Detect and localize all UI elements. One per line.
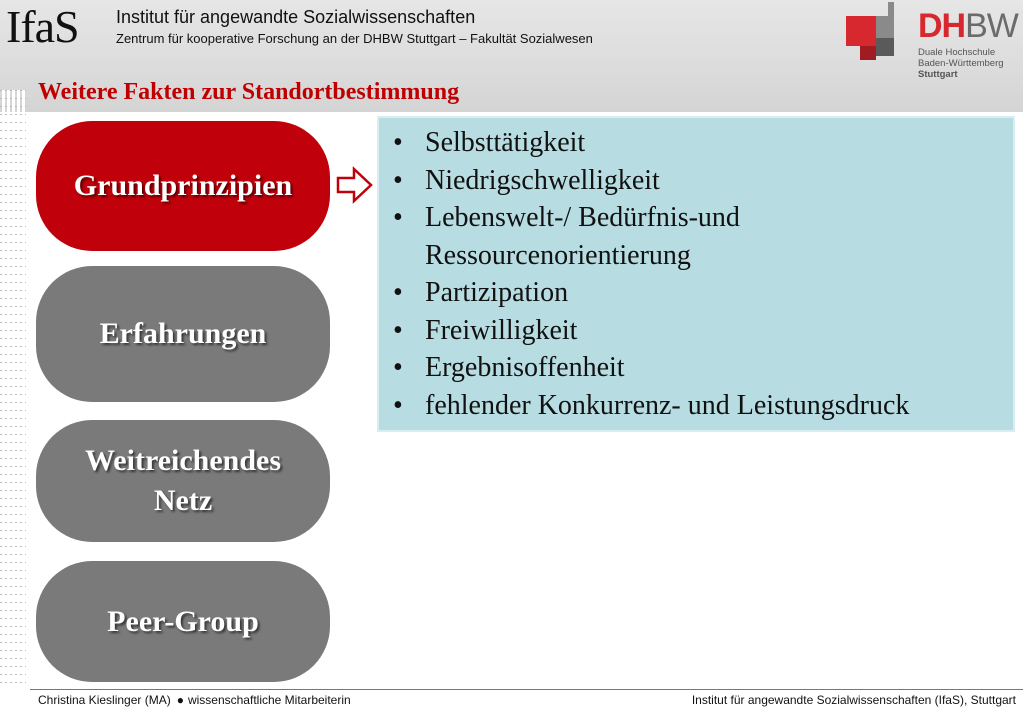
nav-item-weitreichendes-netz[interactable]: [36, 420, 330, 542]
footer-author: [38, 693, 351, 707]
footer-divider: [30, 689, 1023, 690]
fact-text: Lebenswelt-/ Bedürfnis-und Ressourcenorientierung: [425, 202, 740, 271]
bullet-icon: •: [393, 164, 403, 196]
bullet-icon: •: [393, 202, 403, 233]
bullet-icon: •: [393, 314, 403, 346]
institute-subtitle: Zentrum für kooperative Forschung an der DHBW Stuttgart – Fakultät Sozialwesen: [116, 31, 593, 46]
fact-text: Partizipation: [425, 277, 569, 308]
dhbw-wordmark-dh: DH: [918, 7, 966, 45]
page-title: Weitere Fakten zur Standortbestimmung: [38, 79, 460, 105]
nav-item-label: Weitreichendes Netz: [84, 444, 282, 517]
fact-text: Freiwilligkeit: [425, 314, 578, 346]
nav-item-grundprinzipien[interactable]: [36, 121, 330, 251]
hollow-right-arrow-icon: [336, 166, 374, 204]
list-item: [387, 349, 1013, 387]
nav-item-erfahrungen[interactable]: [36, 266, 330, 402]
bullet-icon: •: [393, 277, 403, 308]
list-item: [387, 312, 1013, 350]
nav-item-label: Peer-Group: [107, 604, 259, 638]
fact-text: Selbsttätigkeit: [425, 127, 586, 158]
ruler-mask: [0, 90, 26, 690]
footer-institute: Institut für angewandte Sozialwissenschaften (IfaS), Stuttgart: [691, 693, 1016, 707]
list-item: [387, 387, 1013, 425]
dhbw-mark-icon: [846, 2, 908, 62]
list-item: [387, 124, 1013, 162]
nav-item-label: Grundprinzipien: [73, 169, 293, 202]
ifas-logo: [6, 2, 79, 52]
dhbw-wordmark: [918, 8, 1018, 44]
dhbw-wordmark-bw: BW: [965, 7, 1018, 45]
dhbw-subtitle-line2: Baden-Württemberg: [918, 58, 1004, 69]
institute-name: Institut für angewandte Sozialwissenschaften: [116, 7, 476, 27]
nav-item-peer-group[interactable]: [36, 561, 330, 682]
fact-text: Ergebnisoffenheit: [425, 352, 625, 383]
bullet-dot-icon: ●: [176, 693, 184, 707]
bullet-icon: •: [393, 127, 403, 158]
dhbw-subtitle-line3: Stuttgart: [918, 69, 958, 80]
ifas-logo-text: IfaS: [6, 1, 79, 52]
facts-box: [377, 116, 1015, 432]
fact-text: fehlender Konkurrenz- und Leistungsdruck: [425, 389, 910, 421]
slide-header: [0, 0, 1023, 112]
dhbw-subtitle-line1: Duale Hochschule: [918, 47, 996, 58]
nav-item-label: Erfahrungen: [99, 317, 267, 350]
dhbw-subtitle: [918, 47, 1004, 80]
facts-list: [387, 124, 1013, 424]
dhbw-logo: [846, 2, 1018, 84]
list-item: [387, 162, 1013, 200]
list-item: [387, 274, 1013, 312]
footer-author-name: Christina Kieslinger (MA): [38, 693, 171, 707]
fact-text: Niedrigschwelligkeit: [425, 164, 660, 196]
list-item: [387, 199, 947, 274]
bullet-icon: •: [393, 352, 403, 383]
bullet-icon: •: [393, 389, 403, 421]
footer-author-role: wissenschaftliche Mitarbeiterin: [187, 693, 351, 707]
